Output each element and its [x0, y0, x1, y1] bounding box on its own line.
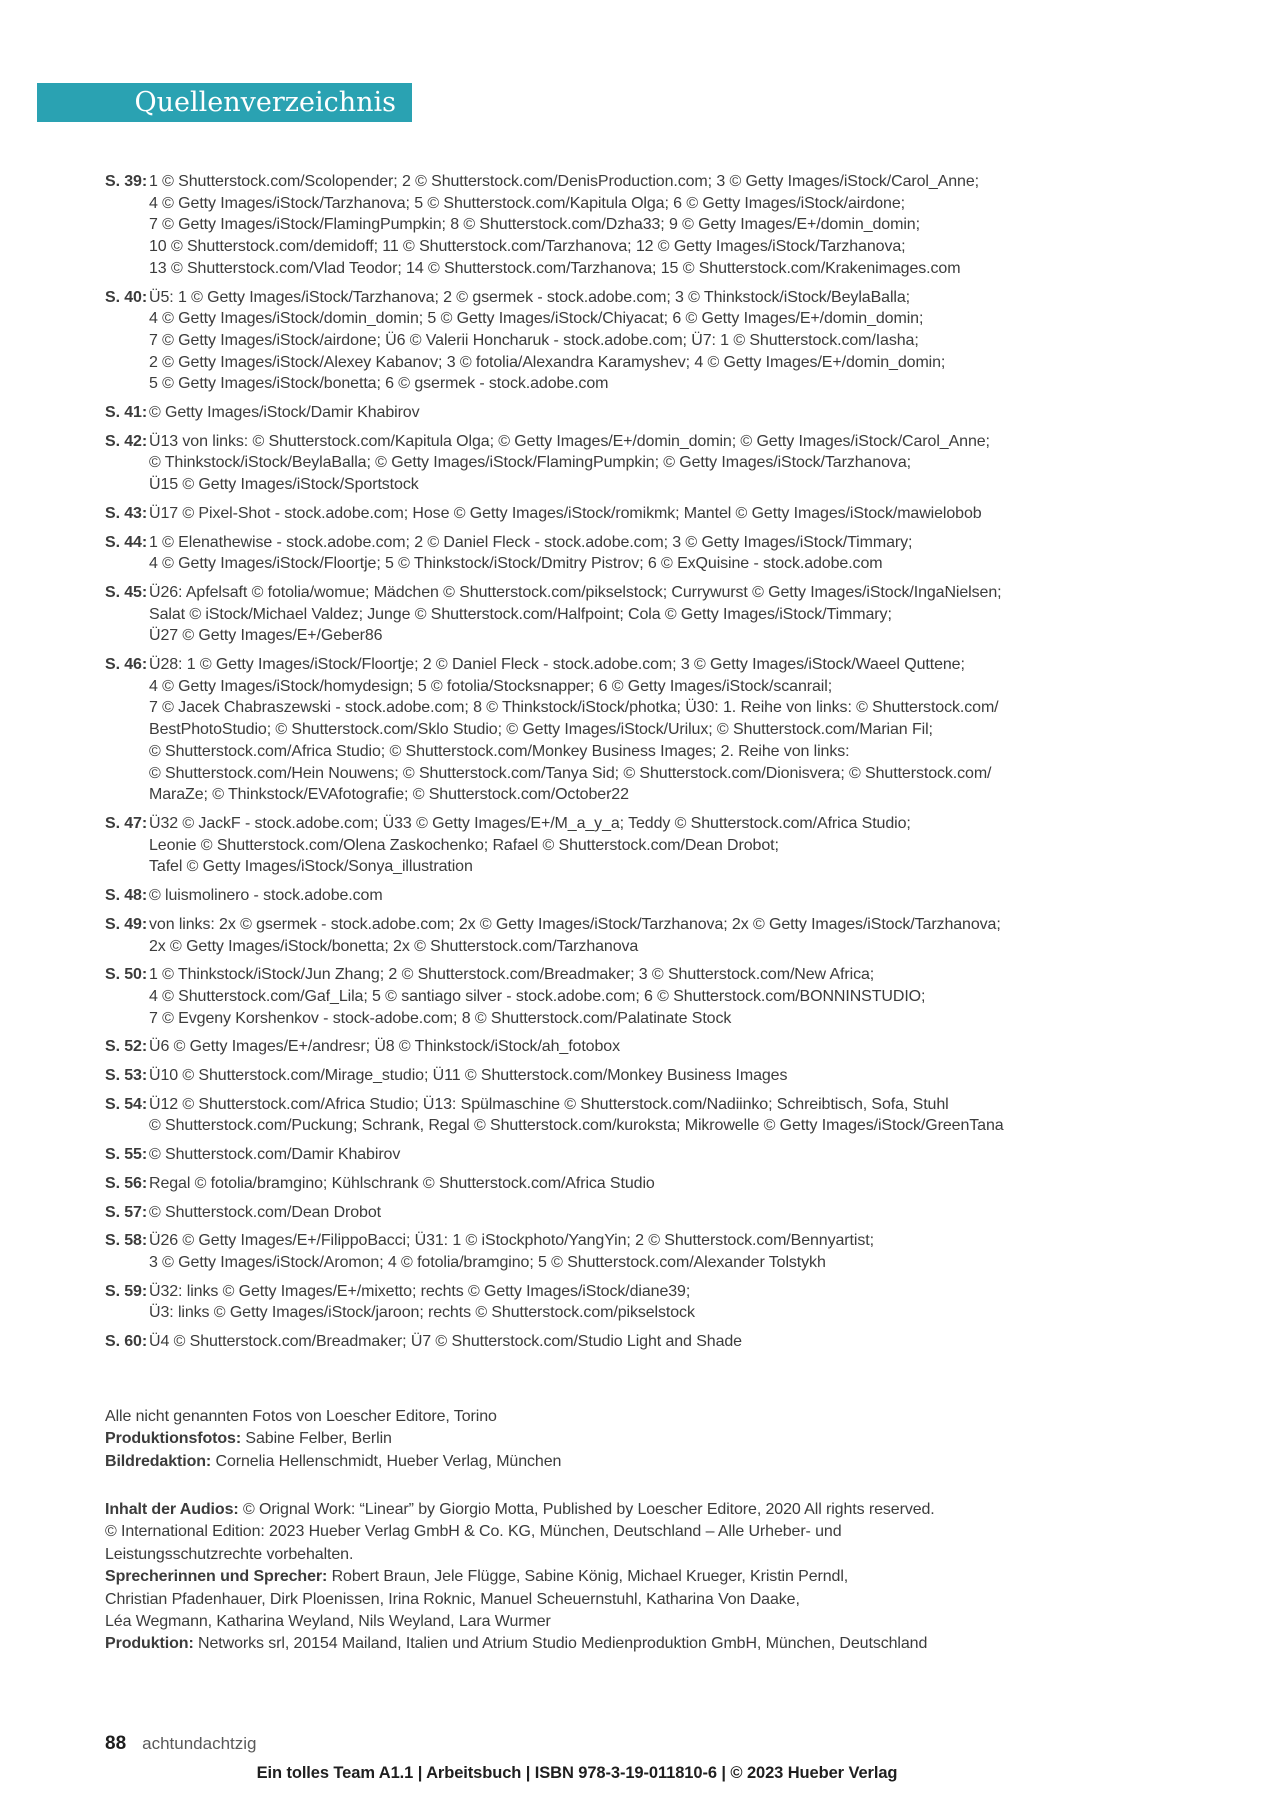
photo-credits-block: [105, 1406, 561, 1473]
credits-lead: Produktion:: [105, 1635, 199, 1653]
source-line: Ü17 © Pixel-Shot - stock.adobe.com; Hose © Getty Images/iStock/romikmk; Mantel © Getty Images/iStock/mawielobob: [149, 504, 982, 522]
source-entry-label: S. 44:: [105, 533, 148, 551]
source-entry: [105, 1202, 1180, 1224]
source-entry-label: S. 60:: [105, 1333, 148, 1351]
source-entry: [105, 402, 1180, 424]
source-entry-content: [149, 1281, 1180, 1324]
source-entry-label: S. 47:: [105, 814, 148, 832]
source-line: Ü15 © Getty Images/iStock/Sportstock: [149, 476, 419, 494]
source-entry-content: [149, 402, 1180, 424]
source-entry-label: S. 59:: [105, 1282, 148, 1300]
source-line: Ü5: 1 © Getty Images/iStock/Tarzhanova; 2 © gsermek - stock.adobe.com; 3 © Thinkstock/iStock/BeylaBalla;: [149, 288, 910, 306]
source-entry: [105, 914, 1180, 957]
source-entry: [105, 1230, 1180, 1273]
source-line: 2x © Getty Images/iStock/bonetta; 2x © Shutterstock.com/Tarzhanova: [149, 937, 639, 955]
source-line: Ü26: Apfelsaft © fotolia/womue; Mädchen © Shutterstock.com/pikselstock; Currywurst © Getty Images/iStock/IngaNielsen;: [149, 583, 1002, 601]
credits-lead: Inhalt der Audios:: [105, 1501, 243, 1518]
source-entry: [105, 503, 1180, 525]
source-entry-label: S. 56:: [105, 1174, 148, 1192]
credits-lead: Sprecherinnen und Sprecher:: [105, 1568, 332, 1586]
source-entry-content: [149, 1094, 1180, 1137]
credits-line: Alle nicht genannten Fotos von Loescher Editore, Torino: [105, 1408, 497, 1425]
footer-imprint: Ein tolles Team A1.1 | Arbeitsbuch | ISBN 978-3-19-011810-6 | © 2023 Hueber Verlag: [256, 1764, 898, 1782]
source-entry: [105, 431, 1180, 496]
source-entry-label: S. 41:: [105, 404, 148, 422]
source-entry: [105, 1144, 1180, 1166]
source-entry: [105, 813, 1180, 878]
source-line: © Getty Images/iStock/Damir Khabirov: [149, 404, 420, 422]
source-line: 5 © Getty Images/iStock/bonetta; 6 © gsermek - stock.adobe.com: [149, 375, 609, 393]
source-entry-label: S. 48:: [105, 887, 148, 905]
source-entry-content: [149, 813, 1180, 878]
section-header-bar: [37, 83, 412, 122]
source-line: Ü10 © Shutterstock.com/Mirage_studio; Ü11 © Shutterstock.com/Monkey Business Images: [149, 1067, 788, 1085]
source-entry: [105, 964, 1180, 1029]
source-line: Ü32: links © Getty Images/E+/mixetto; rechts © Getty Images/iStock/diane39;: [149, 1282, 691, 1300]
source-entry-label: S. 53:: [105, 1067, 148, 1085]
source-entry-label: S. 39:: [105, 173, 148, 190]
source-line: Ü3: links © Getty Images/iStock/jaroon; rechts © Shutterstock.com/pikselstock: [149, 1304, 695, 1322]
source-entry: [105, 287, 1180, 396]
source-line: Ü32 © JackF - stock.adobe.com; Ü33 © Getty Images/E+/M_a_y_a; Teddy © Shutterstock.com/Africa Studio;: [149, 814, 911, 832]
source-entry-label: S. 45:: [105, 583, 148, 601]
source-entry-content: [149, 431, 1180, 496]
source-line: Ü27 © Getty Images/E+/Geber86: [149, 627, 383, 645]
source-line: © Shutterstock.com/Damir Khabirov: [149, 1146, 401, 1164]
source-line: 4 © Getty Images/iStock/homydesign; 5 © fotolia/Stocksnapper; 6 © Getty Images/iStock/scanrail;: [149, 677, 833, 695]
source-entry-content: [149, 287, 1180, 396]
source-line: Tafel © Getty Images/iStock/Sonya_illustration: [149, 858, 473, 876]
source-entry: [105, 654, 1180, 806]
page-footer: [105, 1733, 257, 1755]
credits-line: Produktion: Networks srl, 20154 Mailand, Italien und Atrium Studio Medienproduktion GmbH, München, Deutschland: [105, 1635, 928, 1653]
source-entry-content: [149, 885, 1180, 907]
source-entry-content: [149, 1036, 1180, 1058]
source-line: © Thinkstock/iStock/BeylaBalla; © Getty Images/iStock/FlamingPumpkin; © Getty Images/iStock/Tarzhanova;: [149, 454, 911, 472]
source-entry-content: [149, 532, 1180, 575]
credits-line: Leistungsschutzrechte vorbehalten.: [105, 1545, 354, 1563]
source-line: © Shutterstock.com/Puckung; Schrank, Regal © Shutterstock.com/kuroksta; Mikrowelle © Getty Images/iStock/GreenTana: [149, 1117, 1004, 1135]
page-number: 88: [105, 1733, 127, 1754]
source-line: © luismolinero - stock.adobe.com: [149, 887, 383, 905]
source-entry: [105, 532, 1180, 575]
source-entry-label: S. 55:: [105, 1146, 148, 1164]
source-entry: [105, 1065, 1180, 1087]
source-entry-content: [149, 1202, 1180, 1224]
page-number-word: achtundachtzig: [142, 1734, 257, 1753]
source-line: Ü26 © Getty Images/E+/FilippoBacci; Ü31: 1 © iStockphoto/YangYin; 2 © Shutterstock.com/Bennyartist;: [149, 1232, 874, 1250]
source-line: Ü4 © Shutterstock.com/Breadmaker; Ü7 © Shutterstock.com/Studio Light and Shade: [149, 1333, 742, 1351]
source-entry-label: S. 46:: [105, 656, 148, 674]
source-line: 2 © Getty Images/iStock/Alexey Kabanov; 3 © fotolia/Alexandra Karamyshev; 4 © Getty Images/E+/domin_domin;: [149, 353, 946, 371]
source-entry-content: [149, 1144, 1180, 1166]
credits-line: © International Edition: 2023 Hueber Verlag GmbH & Co. KG, München, Deutschland – Alle Urheber- und: [105, 1523, 842, 1541]
credits-line: Produktionsfotos: Sabine Felber, Berlin: [105, 1430, 392, 1448]
source-entry: [105, 171, 1180, 280]
source-line: von links: 2x © gsermek - stock.adobe.com; 2x © Getty Images/iStock/Tarzhanova; 2x © Getty Images/iStock/Tarzhanova;: [149, 915, 1001, 933]
source-entry: [105, 582, 1180, 647]
source-entry-content: [149, 503, 1180, 525]
source-line: 4 © Shutterstock.com/Gaf_Lila; 5 © santiago silver - stock.adobe.com; 6 © Shutterstock.com/BONNINSTUDIO;: [149, 987, 926, 1005]
source-line: Ü6 © Getty Images/E+/andresr; Ü8 © Thinkstock/iStock/ah_fotobox: [149, 1038, 620, 1056]
source-entry-label: S. 43:: [105, 504, 148, 522]
source-line: 10 © Shutterstock.com/demidoff; 11 © Shutterstock.com/Tarzhanova; 12 © Getty Images/iStock/Tarzhanova;: [149, 238, 906, 256]
credits-line: Bildredaktion: Cornelia Hellenschmidt, Hueber Verlag, München: [105, 1452, 562, 1470]
source-line: 3 © Getty Images/iStock/Aromon; 4 © fotolia/bramgino; 5 © Shutterstock.com/Alexander Tolstykh: [149, 1253, 826, 1271]
source-entry-content: [149, 1173, 1180, 1195]
source-entry-label: S. 58:: [105, 1232, 148, 1250]
source-entry: [105, 1173, 1180, 1195]
source-line: Ü28: 1 © Getty Images/iStock/Floortje; 2 © Daniel Fleck - stock.adobe.com; 3 © Getty Images/iStock/Waeel Quttene;: [149, 656, 965, 674]
source-entry-content: [149, 1331, 1180, 1353]
source-line: Leonie © Shutterstock.com/Olena Zaskochenko; Rafael © Shutterstock.com/Dean Drobot;: [149, 836, 779, 854]
source-entry-label: S. 40:: [105, 288, 148, 306]
source-line: © Shutterstock.com/Hein Nouwens; © Shutterstock.com/Tanya Sid; © Shutterstock.com/Dionisvera; © Shutterstock.com/: [149, 764, 992, 782]
credits-line: Inhalt der Audios: © Orignal Work: “Linear” by Giorgio Motta, Published by Loescher Editore, 2020 All rights reserved.: [105, 1501, 935, 1518]
source-entry-label: S. 57:: [105, 1203, 148, 1221]
source-line: Ü13 von links: © Shutterstock.com/Kapitula Olga; © Getty Images/E+/domin_domin; © Getty Images/iStock/Carol_Anne;: [149, 432, 990, 450]
source-entry-label: S. 50:: [105, 966, 148, 984]
source-line: 7 © Evgeny Korshenkov - stock-adobe.com; 8 © Shutterstock.com/Palatinate Stock: [149, 1009, 732, 1027]
source-entry: [105, 1281, 1180, 1324]
credits-line: Léa Wegmann, Katharina Weyland, Nils Weyland, Lara Wurmer: [105, 1613, 551, 1631]
source-entry-label: S. 54:: [105, 1095, 148, 1113]
credits-lead: Produktionsfotos:: [105, 1430, 246, 1448]
source-line: Regal © fotolia/bramgino; Kühlschrank © Shutterstock.com/Africa Studio: [149, 1174, 655, 1192]
source-line: 1 © Thinkstock/iStock/Jun Zhang; 2 © Shutterstock.com/Breadmaker; 3 © Shutterstock.com/New Africa;: [149, 966, 875, 984]
source-line: 1 © Shutterstock.com/Scolopender; 2 © Shutterstock.com/DenisProduction.com; 3 © Getty Images/iStock/Carol_Anne;: [149, 173, 979, 190]
source-entry-content: [149, 654, 1180, 806]
source-line: © Shutterstock.com/Africa Studio; © Shutterstock.com/Monkey Business Images; 2. Reihe von links:: [149, 742, 850, 760]
source-line: Salat © iStock/Michael Valdez; Junge © Shutterstock.com/Halfpoint; Cola © Getty Images/iStock/Timmary;: [149, 605, 892, 623]
source-line: 7 © Jacek Chabraszewski - stock.adobe.com; 8 © Thinkstock/iStock/photka; Ü30: 1. Reihe von links: © Shutterstock.com/: [149, 699, 999, 717]
credits-line: Christian Pfadenhauer, Dirk Ploenissen, Irina Roknic, Manuel Scheuernstuhl, Katharina Von Daake,: [105, 1590, 800, 1608]
source-entry-content: [149, 964, 1180, 1029]
source-entry: [105, 1036, 1180, 1058]
audio-credits-block: [105, 1499, 935, 1656]
source-line: 7 © Getty Images/iStock/FlamingPumpkin; 8 © Shutterstock.com/Dzha33; 9 © Getty Images/E+/domin_domin;: [149, 216, 920, 234]
source-entry-content: [149, 1230, 1180, 1273]
source-line: BestPhotoStudio; © Shutterstock.com/Sklo Studio; © Getty Images/iStock/Urilux; © Shutterstock.com/Marian Fil;: [149, 721, 933, 739]
source-line: MaraZe; © Thinkstock/EVAfotografie; © Shutterstock.com/October22: [149, 786, 629, 804]
source-entry-label: S. 49:: [105, 915, 148, 933]
source-entry: [105, 1331, 1180, 1353]
source-list: [105, 171, 1180, 1360]
source-line: 1 © Elenathewise - stock.adobe.com; 2 © Daniel Fleck - stock.adobe.com; 3 © Getty Images/iStock/Timmary;: [149, 533, 913, 551]
source-entry: [105, 1094, 1180, 1137]
source-line: 4 © Getty Images/iStock/Floortje; 5 © Thinkstock/iStock/Dmitry Pistrov; 6 © ExQuisine - stock.adobe.com: [149, 555, 883, 573]
source-line: Ü12 © Shutterstock.com/Africa Studio; Ü13: Spülmaschine © Shutterstock.com/Nadiinko; Schreibtisch, Sofa, Stuhl: [149, 1095, 949, 1113]
source-entry: [105, 885, 1180, 907]
source-entry-label: S. 52:: [105, 1038, 148, 1056]
source-line: 13 © Shutterstock.com/Vlad Teodor; 14 © Shutterstock.com/Tarzhanova; 15 © Shutterstock.com/Krakenimages.com: [149, 259, 961, 277]
source-line: 7 © Getty Images/iStock/airdone; Ü6 © Valerii Honcharuk - stock.adobe.com; Ü7: 1 © Shutterstock.com/Iasha;: [149, 331, 919, 349]
credits-line: Sprecherinnen und Sprecher: Robert Braun, Jele Flügge, Sabine König, Michael Krueger, Kristin Perndl,: [105, 1568, 849, 1586]
source-entry-label: S. 42:: [105, 432, 148, 450]
page-title: Quellenverzeichnis: [134, 87, 396, 118]
source-line: 4 © Getty Images/iStock/domin_domin; 5 © Getty Images/iStock/Chiyacat; 6 © Getty Images/E+/domin_domin;: [149, 310, 924, 328]
source-line: 4 © Getty Images/iStock/Tarzhanova; 5 © Shutterstock.com/Kapitula Olga; 6 © Getty Images/iStock/airdone;: [149, 194, 905, 212]
source-entry-content: [149, 582, 1180, 647]
credits-lead: Bildredaktion:: [105, 1452, 216, 1470]
source-entry-content: [149, 914, 1180, 957]
source-entry-content: [149, 1065, 1180, 1087]
source-line: © Shutterstock.com/Dean Drobot: [149, 1203, 382, 1221]
source-entry-content: [149, 171, 1180, 280]
